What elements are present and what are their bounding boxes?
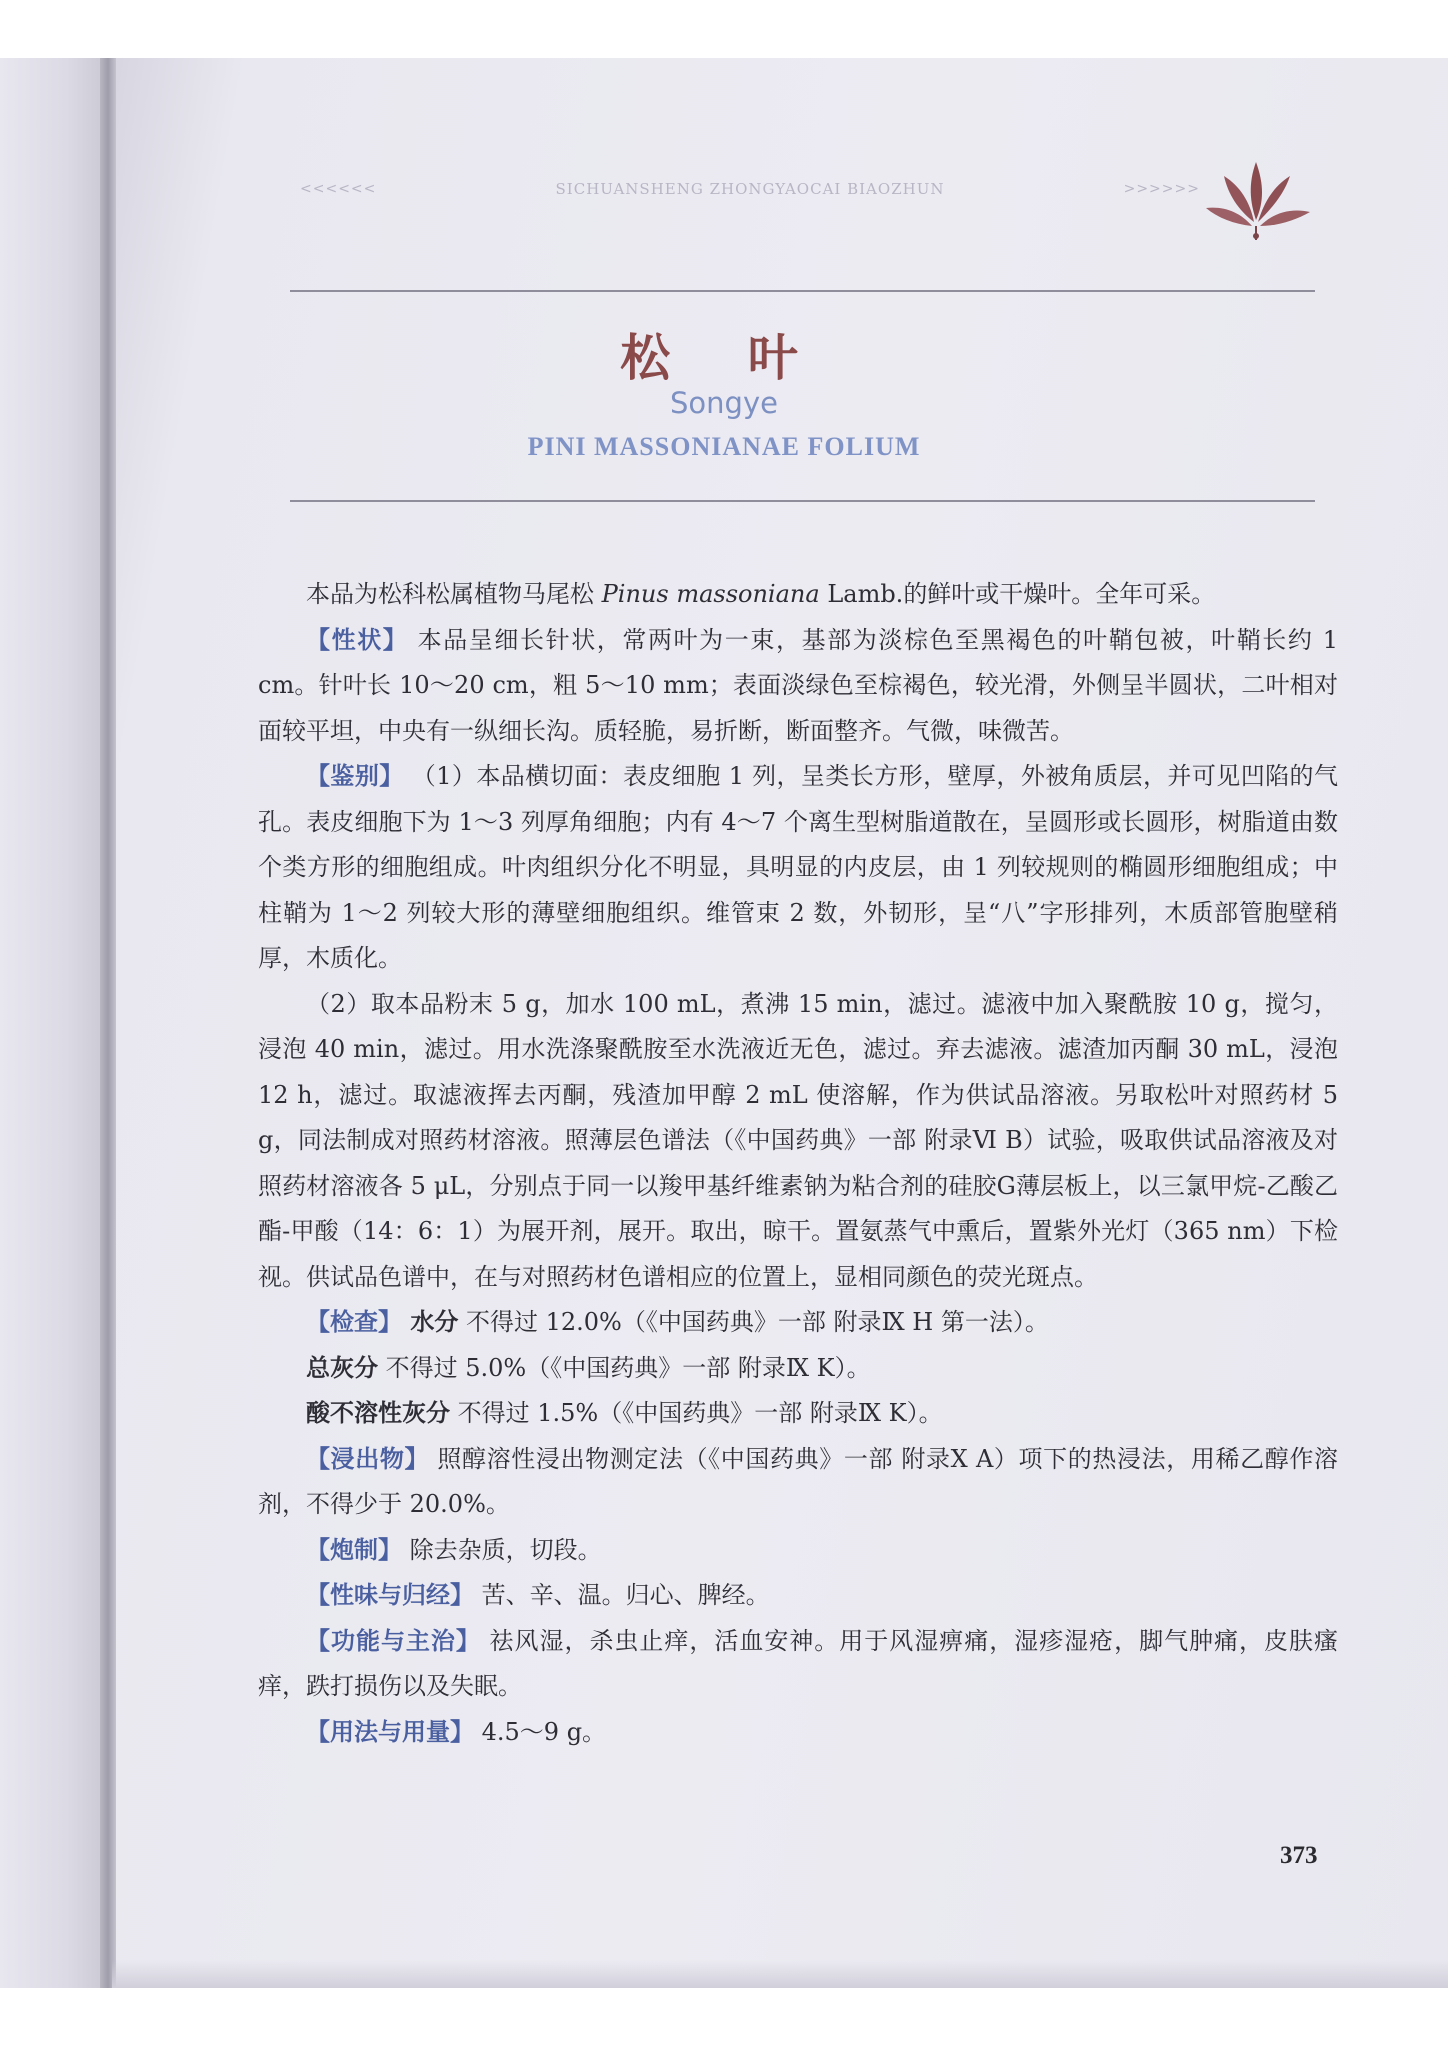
section-total-ash bbox=[258, 1346, 1338, 1392]
monograph-pinyin: Songye bbox=[670, 386, 778, 420]
section-processing bbox=[258, 1528, 1338, 1574]
header-left-arrows: <<<<<< bbox=[300, 181, 377, 197]
section-identification-2 bbox=[258, 982, 1338, 1301]
section-identification-text: （1）本品横切面：表皮细胞 1 列，呈类长方形，壁厚，外被角质层，并可见凹陷的气孔。表皮细胞下为 1～3 列厚角细胞；内有 4～7 个离生型树脂道散在，呈圆形或长圆形，树脂道由数个类方形的细胞组成。叶肉组织分化不明显，具明显的内皮层，由 1 列较规则的椭圆形细胞组成；中柱鞘为 1～2 列较大形的薄壁细胞组织。维管束 2 数，外韧形，呈“八”字形排列，木质部管胞壁稍厚，木质化。 bbox=[258, 762, 1338, 972]
section-tag-processing: 【炮制】 bbox=[306, 1535, 402, 1564]
section-tag-inspection: 【检查】 bbox=[306, 1308, 402, 1336]
header-right-arrows: >>>>>> bbox=[1123, 181, 1200, 197]
section-identification bbox=[258, 754, 1338, 982]
section-extract-text: 照醇溶性浸出物测定法（《中国药典》一部 附录X A）项下的热浸法，用稀乙醇作溶剂，不得少于 20.0%。 bbox=[258, 1444, 1338, 1518]
section-description-text: 本品呈细长针状，常两叶为一束，基部为淡棕色至黑褐色的叶鞘包被，叶鞘长约 1 cm。针叶长 10～20 cm，粗 5～10 mm；表面淡绿色至棕褐色，较光滑，外侧呈半圆状，二叶相对面较平坦，中央有一纵细长沟。质轻脆，易折断，断面整齐。气微，味微苦。 bbox=[258, 625, 1338, 745]
section-inspection bbox=[258, 1300, 1338, 1346]
section-dosage-text: 4.5～9 g。 bbox=[474, 1717, 607, 1746]
acid-ash-text: 不得过 1.5%（《中国药典》一部 附录Ⅸ K）。 bbox=[450, 1399, 943, 1427]
section-tag-nature: 【性味与归经】 bbox=[306, 1581, 474, 1609]
total-ash-text: 不得过 5.0%（《中国药典》一部 附录Ⅸ K）。 bbox=[378, 1353, 871, 1382]
section-function bbox=[258, 1619, 1338, 1710]
total-ash-label: 总灰分 bbox=[306, 1353, 378, 1382]
section-tag-dosage: 【用法与用量】 bbox=[306, 1717, 474, 1746]
species-latin-name: Pinus massoniana bbox=[601, 580, 820, 608]
section-acid-ash bbox=[258, 1391, 1338, 1437]
section-processing-text: 除去杂质，切段。 bbox=[402, 1535, 602, 1564]
acid-ash-label: 酸不溶性灰分 bbox=[306, 1399, 450, 1427]
intro-text: 本品为松科松属植物马尾松 bbox=[306, 580, 602, 608]
leaf-sprig-icon bbox=[1198, 142, 1318, 242]
inspection-moisture-text: 不得过 12.0%（《中国药典》一部 附录Ⅸ H 第一法）。 bbox=[458, 1308, 1049, 1336]
title-divider bbox=[290, 500, 1315, 502]
page-number: 373 bbox=[1280, 1842, 1318, 1869]
section-dosage bbox=[258, 1710, 1338, 1756]
section-extract bbox=[258, 1437, 1338, 1528]
page-bottom-shadow bbox=[112, 1960, 1448, 1988]
section-nature bbox=[258, 1573, 1338, 1619]
monograph-body bbox=[258, 572, 1338, 1755]
intro-text-end: Lamb.的鲜叶或干燥叶。全年可采。 bbox=[819, 580, 1216, 608]
monograph-latin-name: PINI MASSONIANAE FOLIUM bbox=[527, 432, 921, 461]
section-tag-description: 【性状】 bbox=[306, 625, 409, 654]
section-tag-extract: 【浸出物】 bbox=[306, 1444, 430, 1473]
section-nature-text: 苦、辛、温。归心、脾经。 bbox=[474, 1581, 770, 1609]
intro-paragraph bbox=[258, 572, 1338, 618]
header-title: SICHUANSHENG ZHONGYAOCAI BIAOZHUN bbox=[555, 180, 945, 198]
section-function-text: 祛风湿，杀虫止痒，活血安神。用于风湿痹痛，湿疹湿疮，脚气肿痛，皮肤瘙痒，跌打损伤以及失眠。 bbox=[258, 1626, 1338, 1700]
running-header bbox=[300, 180, 1200, 198]
section-identification-2-text: （2）取本品粉末 5 g，加水 100 mL，煮沸 15 min，滤过。滤液中加入聚酰胺 10 g，搅匀，浸泡 40 min，滤过。用水洗涤聚酰胺至水洗液近无色，滤过。弃去滤液。滤渣加丙酮 30 mL，浸泡 12 h，滤过。取滤液挥去丙酮，残渣加甲醇 2 mL 使溶解，作为供试品溶液。另取松叶对照药材 5 g，同法制成对照药材溶液。照薄层色谱法（《中国药典》一部 附录Ⅵ B）试验，吸取供试品溶液及对照药材溶液各 5 μL，分别点于同一以羧甲基纤维素钠为粘合剂的硅胶G薄层板上，以三氯甲烷-乙酸乙酯-甲酸（14：6：1）为展开剂，展开。取出，晾干。置氨蒸气中熏后，置紫外光灯（365 nm）下检视。供试品色谱中，在与对照药材色谱相应的位置上，显相同颜色的荧光斑点。 bbox=[258, 989, 1338, 1291]
section-tag-function: 【功能与主治】 bbox=[306, 1626, 481, 1655]
section-description bbox=[258, 618, 1338, 755]
monograph-title: 松 叶 bbox=[620, 328, 828, 387]
section-tag-identification: 【鉴别】 bbox=[306, 762, 404, 790]
header-divider bbox=[290, 290, 1315, 292]
inspection-moisture-label: 水分 bbox=[402, 1308, 459, 1336]
